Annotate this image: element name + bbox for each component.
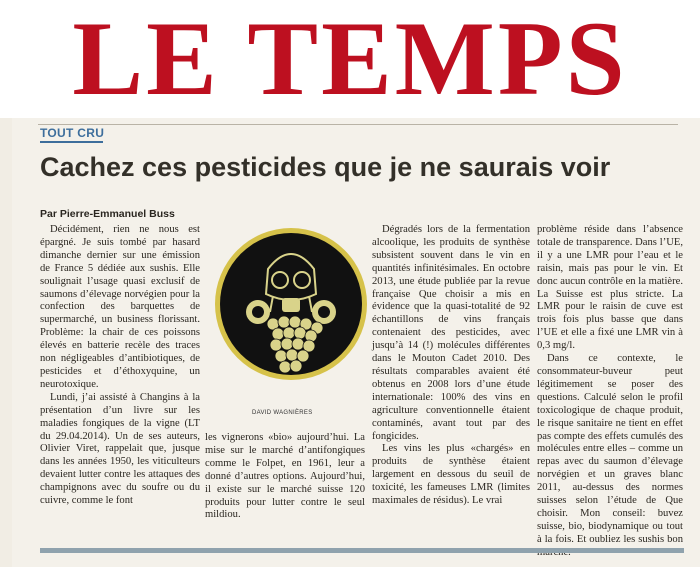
rubric-label: TOUT CRU xyxy=(40,126,105,140)
gas-mask-grapes-illustration xyxy=(218,224,368,394)
paragraph: problème réside dans l’absence totale de transparence. Dans l’UE, il y a une LMR pour l’eau et le raisin, mais pas pour le vin. Et donc aucun contrôle en la matière. La Suisse est plus stricte. La LMR pour le raisin de cuve est trois fois plus basse que dans l’UE et elle a fixé une LMR vin à 0,3 mg/l. xyxy=(537,224,683,352)
paragraph: Les vins les plus «chargés» en produits de synthèse étaient largement en dessous du seuil de toxicité, les fameuses LMR (limites maximales de résidus). Le vrai xyxy=(372,443,530,507)
masthead-title: LE TEMPS xyxy=(72,0,628,117)
rubric-underline xyxy=(40,141,103,143)
article-column-4 xyxy=(537,224,683,545)
paragraph: les vignerons «bio» aujourd’hui. La mise sur le marché d’antifongiques comme le Folpet, en 1961, leur a donné d’autres options. Aujourd’hui, il existe sur le marché suisse 120 produits pour lutter contre le seul mildiou. xyxy=(205,432,365,521)
masthead xyxy=(0,0,700,118)
paragraph: Lundi, j’ai assisté à Changins à la présentation d’un livre sur les maladies fongiques de la vigne (LT du 29.04.2014). Un de ses auteurs, Olivier Viret, rappelait que, jusque dans les années 1950, les viticulteurs devaient lutter contre les attaques des champignons avec du soufre ou du cuivre, comme le font xyxy=(40,391,200,507)
paragraph: Dans ce contexte, le consommateur-buveur peut légitimement se poser des questions. Calculé selon le profil toxicologique de chaque produit, le risque sanitaire ne tient en effet pas compte des effets cumulés des molécules entre elles – comme un repas avec du saumon d’élevage norvégien et un graves blanc 2011, au-dessus des normes suisses selon l’étude de Que choisir. Mon conseil: buvez suisse, bio, biodynamique ou tout à la fois. Et oubliez les sushis bon xyxy=(537,353,683,545)
gas-mask-grapes-icon xyxy=(218,224,368,410)
paragraph: Décidément, rien ne nous est épargné. Je suis tombé par hasard dimanche dernier sur une émission de France 5 dédiée aux sushis. Elle soulignait l’usage quasi exclusif de saumons d’élevage norvégien pour la confection des barquettes de supermarché, un business florissant. Problème: la chair de ces poissons élevés en batterie recèle des traces non négligeables d’antibiotiques, de pesticides et d’éthoxyquine, un neurotoxique. xyxy=(40,224,200,390)
top-rule xyxy=(38,124,678,125)
article-column-2 xyxy=(205,432,365,542)
article-headline: Cachez ces pesticides que je ne saurais voir xyxy=(40,152,611,182)
footer-rule xyxy=(40,548,684,553)
article-byline: Par Pierre-Emmanuel Buss xyxy=(40,208,175,220)
illustration-credit: DAVID WAGNIÈRES xyxy=(252,410,313,416)
article-column-1 xyxy=(40,224,200,542)
article-column-3 xyxy=(372,224,530,542)
paragraph: Dégradés lors de la fermentation alcoolique, les produits de synthèse subsistent souvent dans le vin en quantités infinitésimales. En octobre 2013, une étude publiée par la revue française Que choisir a mis en évidence que la quasi-totalité de 92 échantillons de vins français contenaient des pesticides, avec jusqu’à 14 (!) molécules différentes dans le Mouton Cadet 2010. Des résultats comparables avaient été obtenus en 2008 lors d’une étude internationale: 100% des vins en agriculture conventionnelle étaient contaminés, avant tout par des fongicides. xyxy=(372,224,530,442)
